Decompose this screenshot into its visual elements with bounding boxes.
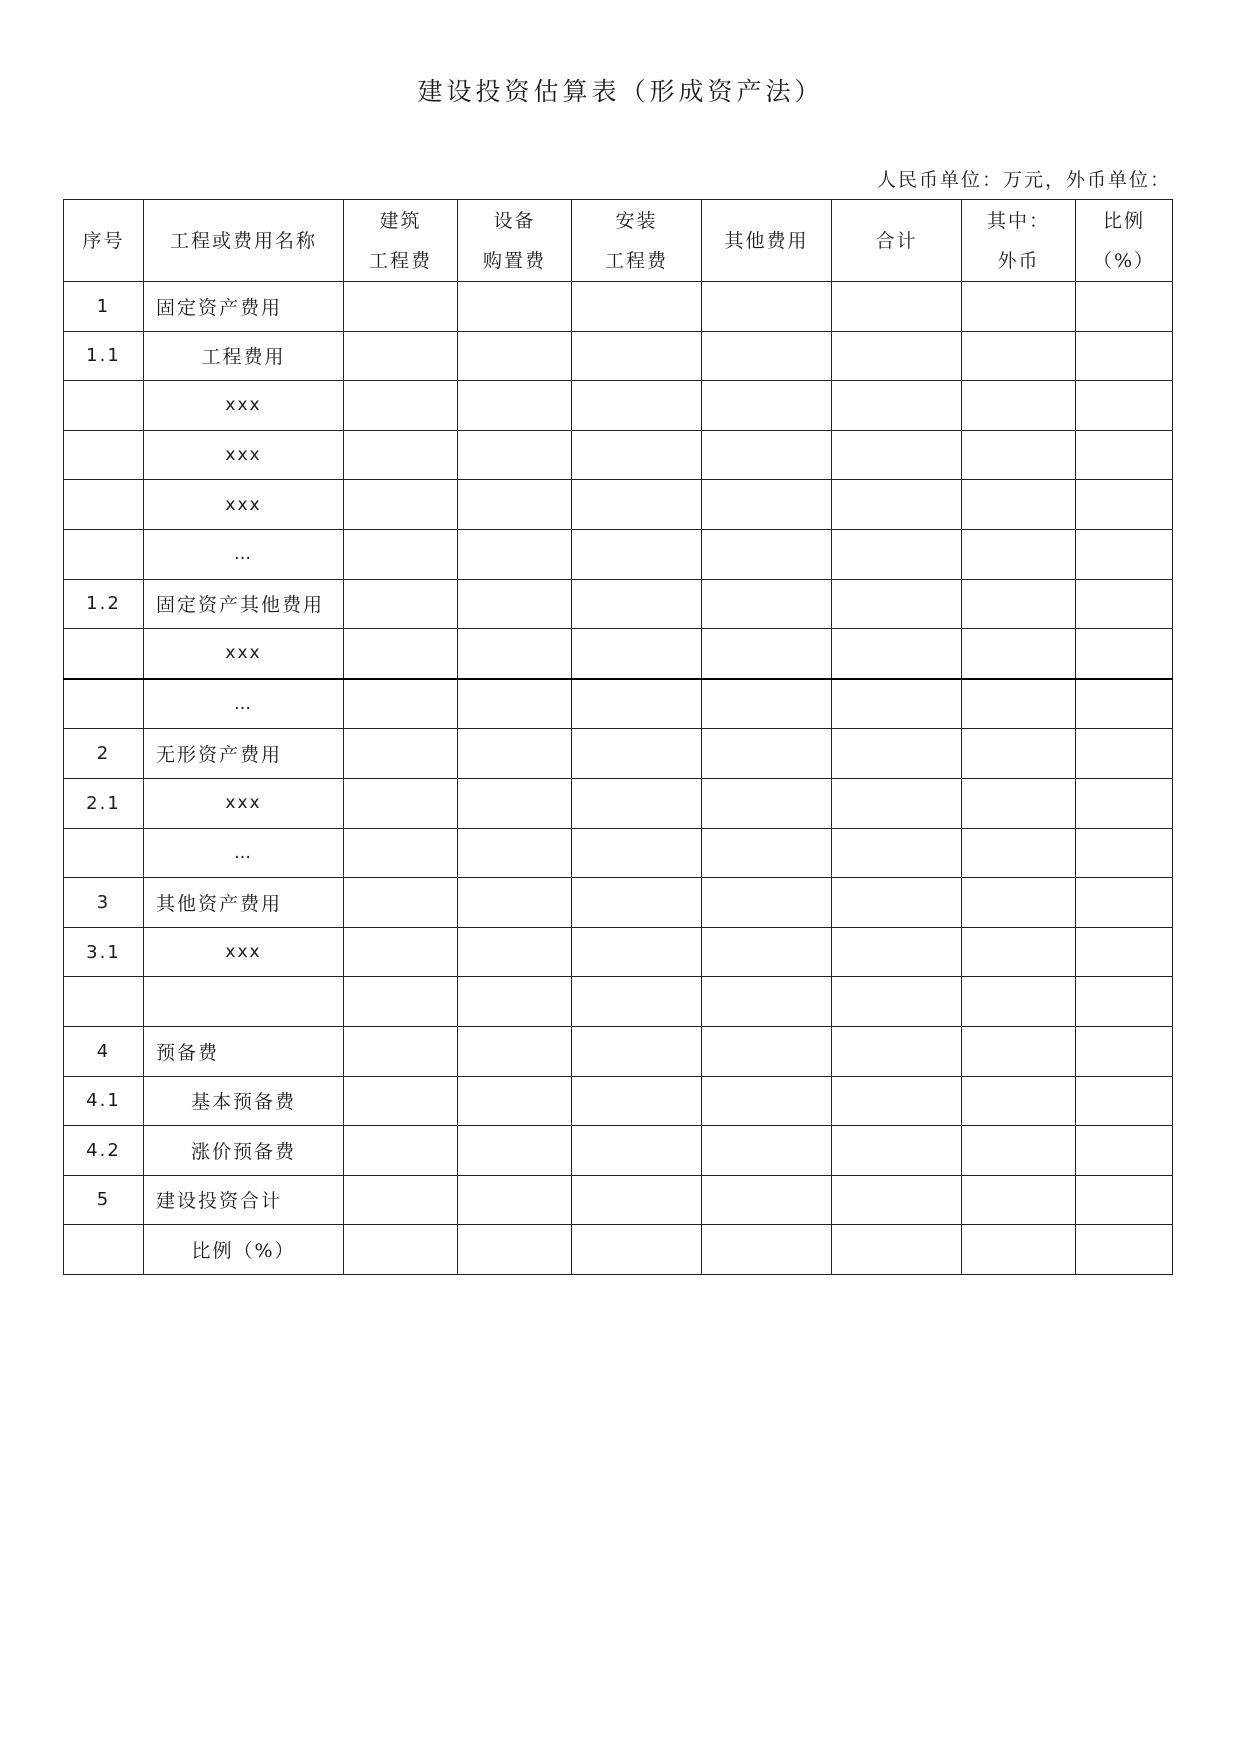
empty-cell <box>1076 778 1173 828</box>
empty-cell <box>572 529 702 579</box>
empty-cell <box>1076 729 1173 779</box>
empty-cell <box>1076 579 1173 629</box>
empty-cell <box>702 480 832 530</box>
empty-cell <box>702 579 832 629</box>
empty-cell <box>344 878 458 928</box>
empty-cell <box>962 480 1076 530</box>
empty-cell <box>344 1076 458 1126</box>
table-row <box>64 679 1173 729</box>
empty-cell <box>458 629 572 679</box>
empty-cell <box>344 480 458 530</box>
row-seq <box>64 1225 144 1275</box>
empty-cell <box>832 1126 962 1176</box>
empty-cell <box>962 729 1076 779</box>
empty-cell <box>344 977 458 1027</box>
row-name: 其他资产费用 <box>144 878 344 928</box>
empty-cell <box>1076 927 1173 977</box>
row-seq <box>64 430 144 480</box>
table-row <box>64 529 1173 579</box>
empty-cell <box>572 878 702 928</box>
empty-cell <box>344 1175 458 1225</box>
empty-cell <box>1076 282 1173 332</box>
empty-cell <box>1076 331 1173 381</box>
header-construction-cost: 建筑 工程费 <box>344 200 458 282</box>
empty-cell <box>1076 529 1173 579</box>
empty-cell <box>572 629 702 679</box>
empty-cell <box>832 529 962 579</box>
row-name: … <box>144 828 344 878</box>
empty-cell <box>572 1026 702 1076</box>
row-seq <box>64 828 144 878</box>
empty-cell <box>572 729 702 779</box>
empty-cell <box>702 679 832 729</box>
row-name: xxx <box>144 629 344 679</box>
empty-cell <box>832 381 962 431</box>
header-other-cost: 其他费用 <box>702 200 832 282</box>
row-name: 涨价预备费 <box>144 1126 344 1176</box>
empty-cell <box>832 927 962 977</box>
empty-cell <box>572 1076 702 1126</box>
empty-cell <box>832 1175 962 1225</box>
row-seq: 4.2 <box>64 1126 144 1176</box>
empty-cell <box>344 282 458 332</box>
empty-cell <box>458 1225 572 1275</box>
table-row <box>64 1126 1173 1176</box>
empty-cell <box>1076 430 1173 480</box>
empty-cell <box>344 679 458 729</box>
empty-cell <box>344 381 458 431</box>
empty-cell <box>832 679 962 729</box>
empty-cell <box>702 331 832 381</box>
empty-cell <box>344 331 458 381</box>
empty-cell <box>702 1225 832 1275</box>
empty-cell <box>832 828 962 878</box>
currency-unit-note: 人民币单位：万元，外币单位： <box>876 169 1171 191</box>
empty-cell <box>344 1026 458 1076</box>
empty-cell <box>962 282 1076 332</box>
row-seq <box>64 381 144 431</box>
empty-cell <box>572 381 702 431</box>
empty-cell <box>832 878 962 928</box>
empty-cell <box>962 529 1076 579</box>
table-row <box>64 878 1173 928</box>
empty-cell <box>572 927 702 977</box>
table-row <box>64 480 1173 530</box>
header-ratio: 比例 （%） <box>1076 200 1173 282</box>
investment-estimate-table <box>63 199 1173 1275</box>
empty-cell <box>962 828 1076 878</box>
row-seq <box>64 679 144 729</box>
empty-cell <box>344 927 458 977</box>
empty-cell <box>702 977 832 1027</box>
empty-cell <box>1076 381 1173 431</box>
empty-cell <box>702 729 832 779</box>
empty-cell <box>458 430 572 480</box>
empty-cell <box>572 1175 702 1225</box>
empty-cell <box>1076 828 1173 878</box>
empty-cell <box>458 878 572 928</box>
table-row <box>64 1076 1173 1126</box>
empty-cell <box>1076 878 1173 928</box>
table-row <box>64 331 1173 381</box>
empty-cell <box>458 282 572 332</box>
empty-cell <box>702 878 832 928</box>
row-seq: 1.1 <box>64 331 144 381</box>
row-seq: 4.1 <box>64 1076 144 1126</box>
row-seq: 1 <box>64 282 144 332</box>
empty-cell <box>1076 1225 1173 1275</box>
empty-cell <box>702 778 832 828</box>
empty-cell <box>962 1175 1076 1225</box>
row-name: xxx <box>144 430 344 480</box>
table-row <box>64 778 1173 828</box>
empty-cell <box>832 1026 962 1076</box>
empty-cell <box>962 778 1076 828</box>
empty-cell <box>572 331 702 381</box>
empty-cell <box>344 1225 458 1275</box>
header-name: 工程或费用名称 <box>144 200 344 282</box>
row-seq: 4 <box>64 1026 144 1076</box>
empty-cell <box>702 828 832 878</box>
empty-cell <box>344 778 458 828</box>
empty-cell <box>832 430 962 480</box>
empty-cell <box>702 381 832 431</box>
empty-cell <box>344 629 458 679</box>
empty-cell <box>458 1175 572 1225</box>
row-name: 工程费用 <box>144 331 344 381</box>
row-name: 比例（%） <box>144 1225 344 1275</box>
empty-cell <box>458 1076 572 1126</box>
empty-cell <box>702 282 832 332</box>
empty-cell <box>832 1225 962 1275</box>
table-row <box>64 927 1173 977</box>
empty-cell <box>572 282 702 332</box>
empty-cell <box>832 480 962 530</box>
empty-cell <box>1076 1126 1173 1176</box>
empty-cell <box>458 729 572 779</box>
empty-cell <box>344 828 458 878</box>
empty-cell <box>962 927 1076 977</box>
empty-cell <box>1076 679 1173 729</box>
empty-cell <box>832 579 962 629</box>
header-foreign-currency: 其中： 外币 <box>962 200 1076 282</box>
empty-cell <box>344 729 458 779</box>
row-name: 基本预备费 <box>144 1076 344 1126</box>
row-name: xxx <box>144 480 344 530</box>
empty-cell <box>458 927 572 977</box>
row-name: 建设投资合计 <box>144 1175 344 1225</box>
row-name: 固定资产其他费用 <box>144 579 344 629</box>
empty-cell <box>962 1076 1076 1126</box>
row-name: xxx <box>144 381 344 431</box>
table-row <box>64 1175 1173 1225</box>
row-name: xxx <box>144 927 344 977</box>
empty-cell <box>1076 480 1173 530</box>
table-row <box>64 579 1173 629</box>
empty-cell <box>832 282 962 332</box>
empty-cell <box>344 1126 458 1176</box>
row-seq: 5 <box>64 1175 144 1225</box>
empty-cell <box>458 1126 572 1176</box>
empty-cell <box>572 1126 702 1176</box>
empty-cell <box>458 828 572 878</box>
empty-cell <box>572 1225 702 1275</box>
empty-cell <box>702 629 832 679</box>
empty-cell <box>344 529 458 579</box>
row-seq <box>64 629 144 679</box>
empty-cell <box>458 977 572 1027</box>
empty-cell <box>1076 1076 1173 1126</box>
row-name: xxx <box>144 778 344 828</box>
empty-cell <box>702 529 832 579</box>
empty-cell <box>1076 977 1173 1027</box>
row-seq <box>64 529 144 579</box>
empty-cell <box>458 381 572 431</box>
empty-cell <box>1076 1026 1173 1076</box>
empty-cell <box>572 977 702 1027</box>
row-name: … <box>144 529 344 579</box>
empty-cell <box>458 1026 572 1076</box>
empty-cell <box>572 430 702 480</box>
empty-cell <box>962 1225 1076 1275</box>
empty-cell <box>962 629 1076 679</box>
table-row <box>64 381 1173 431</box>
header-total: 合计 <box>832 200 962 282</box>
empty-cell <box>962 878 1076 928</box>
empty-cell <box>458 778 572 828</box>
table-row <box>64 828 1173 878</box>
empty-cell <box>572 778 702 828</box>
empty-cell <box>458 480 572 530</box>
empty-cell <box>572 828 702 878</box>
row-seq <box>64 977 144 1027</box>
empty-cell <box>572 480 702 530</box>
row-name: 固定资产费用 <box>144 282 344 332</box>
row-name: 预备费 <box>144 1026 344 1076</box>
empty-cell <box>1076 629 1173 679</box>
empty-cell <box>832 729 962 779</box>
empty-cell <box>458 529 572 579</box>
empty-cell <box>962 579 1076 629</box>
empty-cell <box>702 1076 832 1126</box>
table-row <box>64 629 1173 679</box>
empty-cell <box>702 1126 832 1176</box>
empty-cell <box>832 1076 962 1126</box>
empty-cell <box>962 331 1076 381</box>
table-row <box>64 430 1173 480</box>
table-row <box>64 282 1173 332</box>
empty-cell <box>1076 1175 1173 1225</box>
row-seq: 3.1 <box>64 927 144 977</box>
empty-cell <box>702 1175 832 1225</box>
empty-cell <box>702 1026 832 1076</box>
table-row <box>64 729 1173 779</box>
empty-cell <box>832 778 962 828</box>
table-row <box>64 1225 1173 1275</box>
table-row <box>64 977 1173 1027</box>
empty-cell <box>702 927 832 977</box>
row-seq <box>64 480 144 530</box>
row-seq: 1.2 <box>64 579 144 629</box>
empty-cell <box>962 381 1076 431</box>
empty-cell <box>832 977 962 1027</box>
row-seq: 2 <box>64 729 144 779</box>
row-name <box>144 977 344 1027</box>
row-name: … <box>144 679 344 729</box>
empty-cell <box>458 579 572 629</box>
empty-cell <box>458 331 572 381</box>
empty-cell <box>962 679 1076 729</box>
empty-cell <box>572 579 702 629</box>
empty-cell <box>962 1126 1076 1176</box>
empty-cell <box>702 430 832 480</box>
empty-cell <box>572 679 702 729</box>
empty-cell <box>832 629 962 679</box>
header-seq: 序号 <box>64 200 144 282</box>
row-seq: 2.1 <box>64 778 144 828</box>
empty-cell <box>344 430 458 480</box>
empty-cell <box>962 430 1076 480</box>
row-seq: 3 <box>64 878 144 928</box>
table-row <box>64 1026 1173 1076</box>
empty-cell <box>344 579 458 629</box>
empty-cell <box>962 1026 1076 1076</box>
table-header-row <box>64 200 1173 282</box>
empty-cell <box>458 679 572 729</box>
empty-cell <box>832 331 962 381</box>
row-name: 无形资产费用 <box>144 729 344 779</box>
document-title: 建设投资估算表（形成资产法） <box>417 77 824 106</box>
empty-cell <box>962 977 1076 1027</box>
header-equipment-cost: 设备 购置费 <box>458 200 572 282</box>
header-installation-cost: 安装 工程费 <box>572 200 702 282</box>
